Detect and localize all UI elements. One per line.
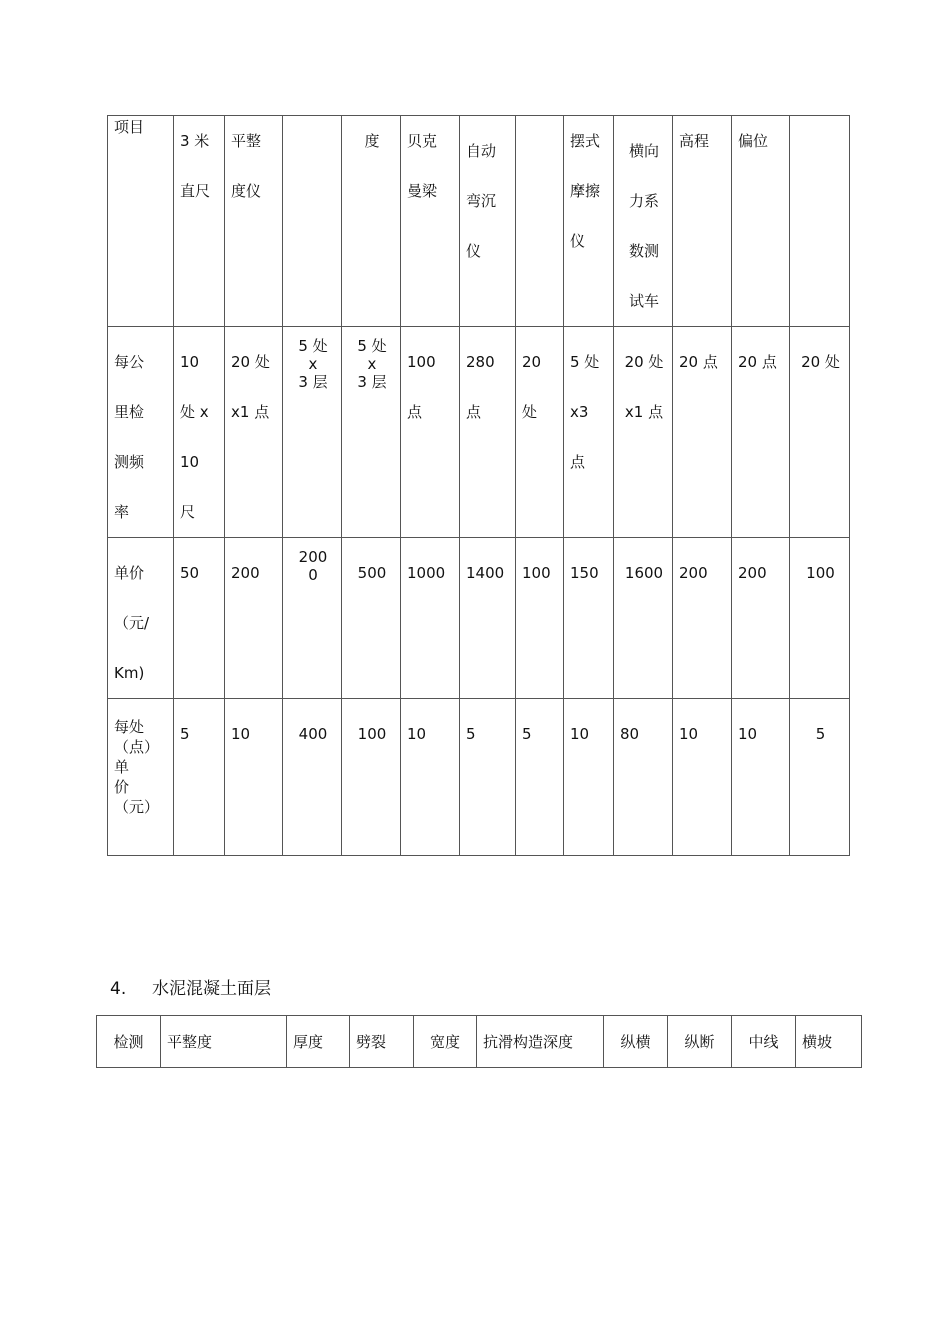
table-cell: 自动 弯沉 仪 <box>460 116 516 327</box>
table-cell: 5 <box>790 699 850 856</box>
table-cell: 280 点 <box>460 327 516 538</box>
table-cell: 100 点 <box>401 327 460 538</box>
table-row <box>97 1016 862 1068</box>
table-cell: 50 <box>174 538 225 699</box>
table-cell: 200 0 <box>283 538 342 699</box>
table-cell: 平整度 <box>161 1016 287 1068</box>
table-row <box>108 116 850 327</box>
table-cell: 5 处 x3 点 <box>564 327 614 538</box>
table-cell: 100 <box>516 538 564 699</box>
table-cell: 纵断 <box>668 1016 732 1068</box>
table-row <box>108 327 850 538</box>
table-cell: 10 <box>225 699 283 856</box>
table-cell: 高程 <box>673 116 732 327</box>
table-cell: 单价 （元/ Km) <box>108 538 174 699</box>
table-cell: 每公 里检 测频 率 <box>108 327 174 538</box>
table-cell <box>790 116 850 327</box>
table-cell: 200 <box>732 538 790 699</box>
table-cell: 检测 <box>97 1016 161 1068</box>
section-title: 水泥混凝土面层 <box>152 979 271 999</box>
table-cell: 5 处 x 3 层 <box>342 327 401 538</box>
table-cell: 5 处 x 3 层 <box>283 327 342 538</box>
table-cell: 平整 度仪 <box>225 116 283 327</box>
table-cell: 厚度 <box>287 1016 350 1068</box>
table-cell: 摆式 摩擦 仪 <box>564 116 614 327</box>
table-cell: 20 处 x1 点 <box>225 327 283 538</box>
table-cell: 1600 <box>614 538 673 699</box>
table-cell: 5 <box>174 699 225 856</box>
table-cell: 每处 （点） 单 价 （元） <box>108 699 174 856</box>
table-cell: 10 <box>732 699 790 856</box>
table-cell <box>283 116 342 327</box>
table-cell: 10 处 x 10 尺 <box>174 327 225 538</box>
table-row <box>108 699 850 856</box>
table-cell: 1000 <box>401 538 460 699</box>
table-cell: 横向 力系 数测 试车 <box>614 116 673 327</box>
table-cell: 抗滑构造深度 <box>477 1016 604 1068</box>
table-cell: 劈裂 <box>350 1016 414 1068</box>
table-cell: 宽度 <box>414 1016 477 1068</box>
table-cell: 20 处 <box>516 327 564 538</box>
table-cell: 偏位 <box>732 116 790 327</box>
table-cell: 400 <box>283 699 342 856</box>
table-cell: 10 <box>564 699 614 856</box>
inspection-price-table <box>107 115 850 856</box>
table-cell: 项目 <box>108 116 174 327</box>
table-cell: 100 <box>342 699 401 856</box>
table-cell: 80 <box>614 699 673 856</box>
table-cell: 中线 <box>732 1016 796 1068</box>
section-heading <box>110 974 271 999</box>
table-cell: 10 <box>673 699 732 856</box>
table-cell: 10 <box>401 699 460 856</box>
table-cell: 500 <box>342 538 401 699</box>
table-cell: 200 <box>225 538 283 699</box>
table-cell: 20 点 <box>732 327 790 538</box>
table-cell: 纵横 <box>604 1016 668 1068</box>
concrete-layer-table <box>96 1015 862 1068</box>
table-cell: 100 <box>790 538 850 699</box>
table-cell: 150 <box>564 538 614 699</box>
table-cell: 20 点 <box>673 327 732 538</box>
table-cell: 横坡 <box>796 1016 862 1068</box>
section-number: 4. <box>110 979 127 999</box>
table-cell: 3 米 直尺 <box>174 116 225 327</box>
table-cell: 1400 <box>460 538 516 699</box>
table-cell: 贝克 曼梁 <box>401 116 460 327</box>
table-cell: 5 <box>516 699 564 856</box>
table-cell: 20 处 x1 点 <box>614 327 673 538</box>
table-row <box>108 538 850 699</box>
table-cell: 20 处 <box>790 327 850 538</box>
table-cell <box>516 116 564 327</box>
table-cell: 5 <box>460 699 516 856</box>
table-cell: 度 <box>342 116 401 327</box>
table-cell: 200 <box>673 538 732 699</box>
